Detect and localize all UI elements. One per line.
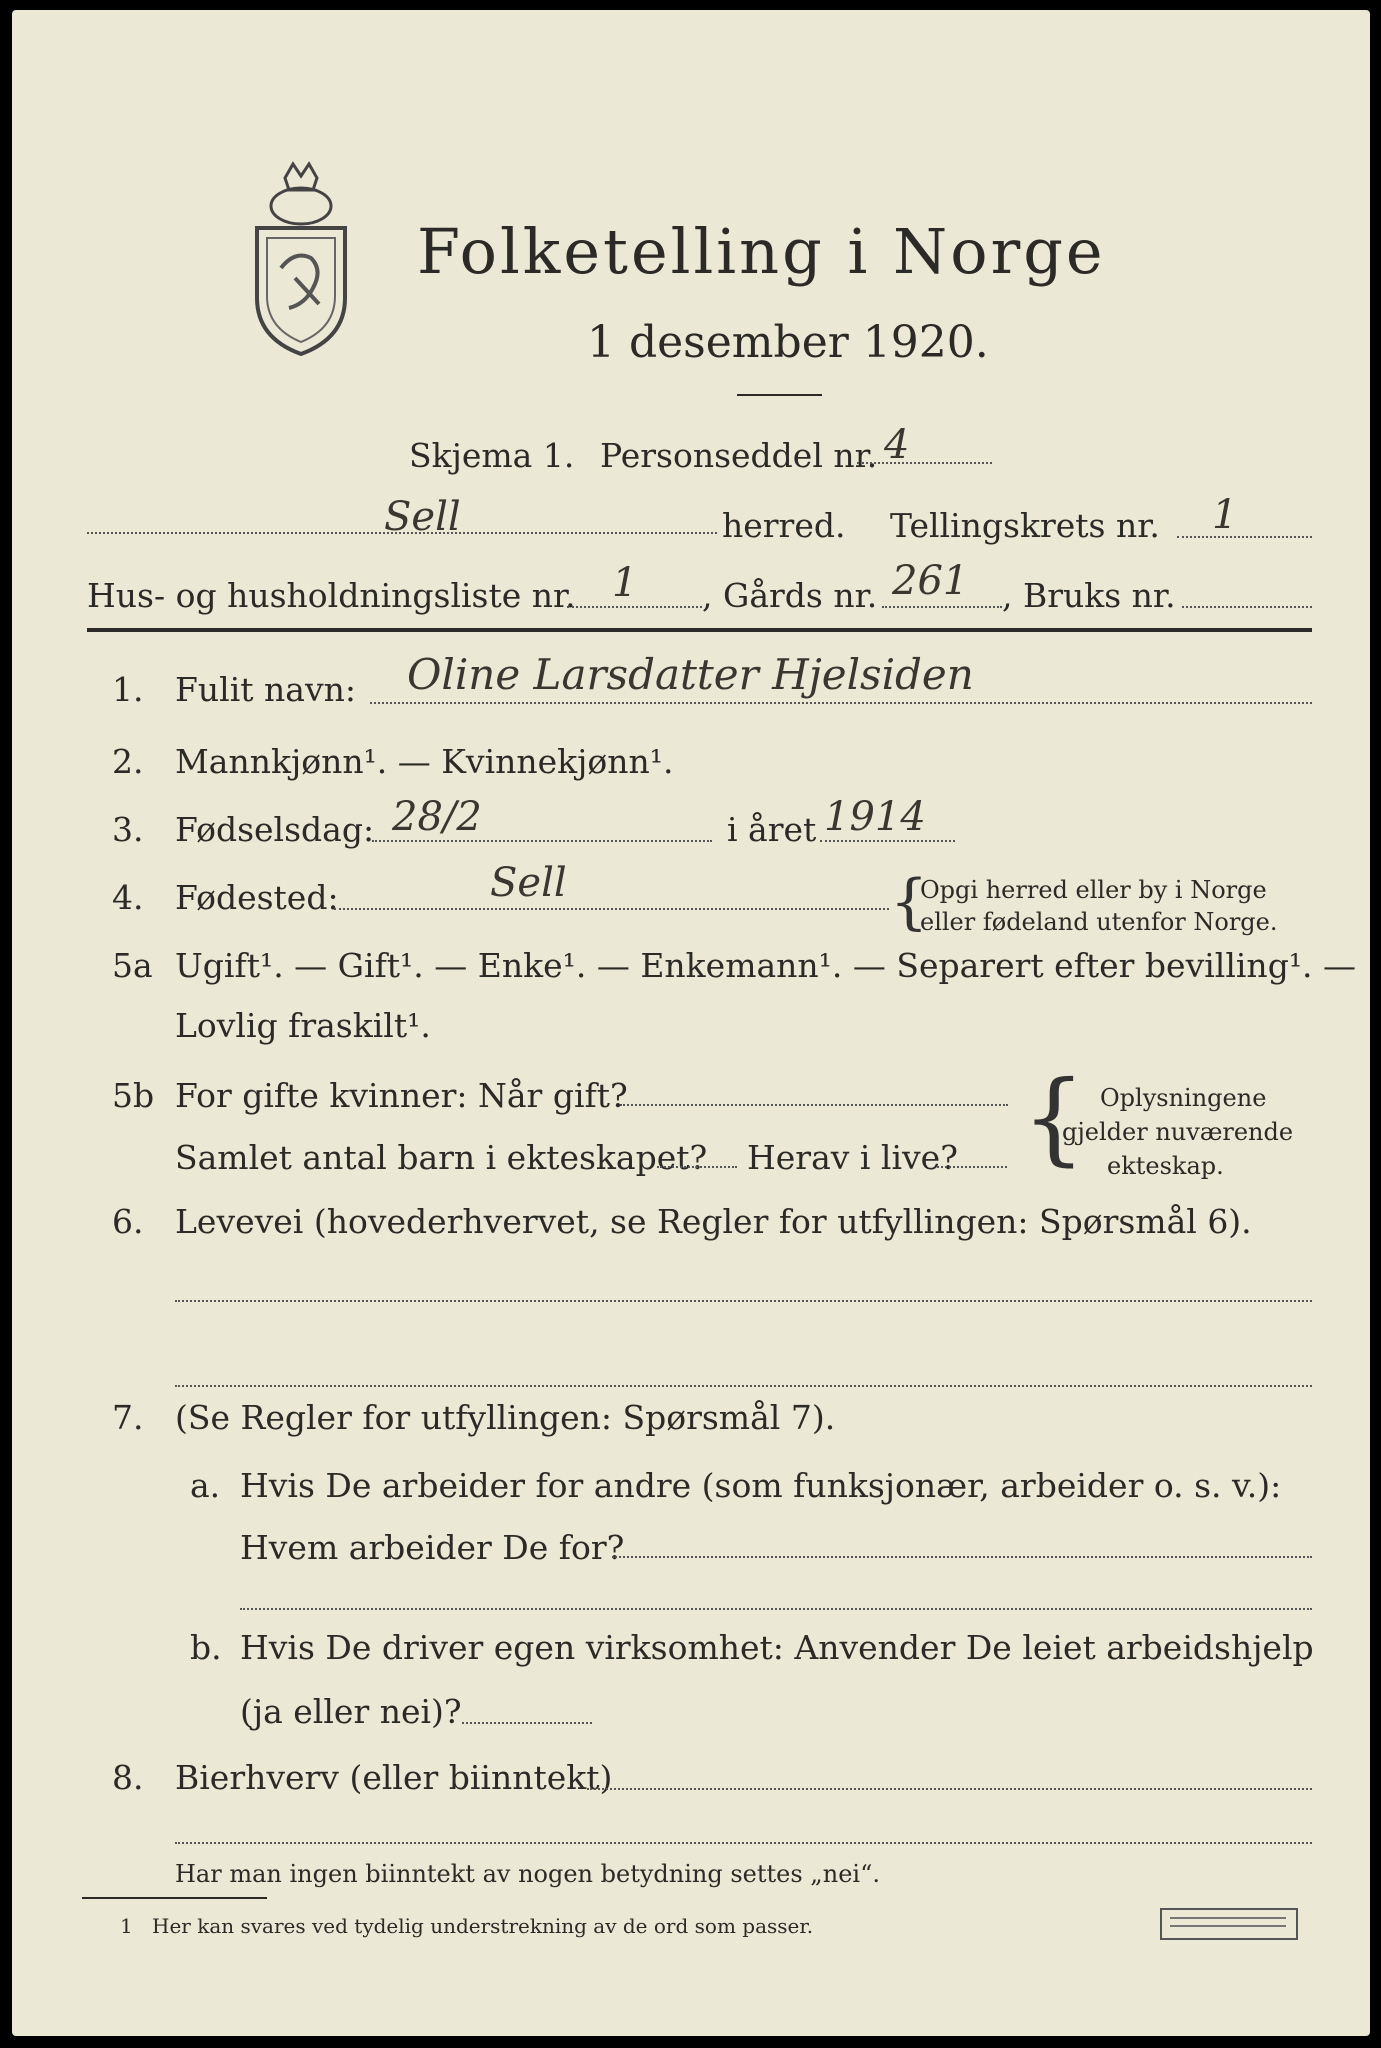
- page-title: Folketelling i Norge: [417, 215, 1106, 288]
- q5a-line-2: Lovlig fraskilt¹.: [175, 1006, 431, 1045]
- personseddel-value: 4: [884, 422, 910, 468]
- footnote-text: Her kan svares ved tydelig understrekning av de ord som passer.: [152, 1914, 814, 1938]
- q4-label: Fødested:: [175, 878, 339, 917]
- hus-value: 1: [612, 560, 638, 606]
- printer-stamp: [1160, 1908, 1298, 1940]
- q5a-line-1: Ugift¹. — Gift¹. — Enke¹. — Enkemann¹. — Separert efter bevilling¹. —: [175, 946, 1357, 985]
- q8-number: 8.: [112, 1758, 144, 1797]
- gards-value: 261: [892, 558, 969, 604]
- census-date: 1 desember 1920.: [587, 317, 989, 368]
- q2-number: 2.: [112, 742, 144, 781]
- q8-note: Har man ingen biinntekt av nogen betydning settes „nei“.: [175, 1860, 880, 1888]
- q5b-married-field: [620, 1104, 1008, 1106]
- q3-year-field: [820, 840, 955, 842]
- title-rule: [737, 394, 822, 396]
- herred-value: Sell: [384, 494, 461, 540]
- q1-value: Oline Larsdatter Hjelsiden: [407, 650, 974, 699]
- q7-number: 7.: [112, 1398, 144, 1437]
- q6-label: Levevei (hovederhvervet, se Regler for utfyllingen: Spørsmål 6).: [175, 1202, 1252, 1241]
- q1-number: 1.: [112, 670, 144, 709]
- tellingskrets-value: 1: [1212, 492, 1238, 538]
- q3-year: 1914: [824, 794, 926, 840]
- q5b-line-1: For gifte kvinner: Når gift?: [175, 1076, 628, 1115]
- q7a-field-2: [240, 1608, 1312, 1610]
- q4-note-2: eller fødeland utenfor Norge.: [920, 908, 1278, 936]
- footnote-mark: 1: [120, 1914, 133, 1938]
- q1-label: Fulit navn:: [175, 670, 356, 709]
- q6-field-2: [175, 1385, 1312, 1387]
- personseddel-label: Personseddel nr.: [600, 436, 878, 475]
- q5a-number: 5a: [112, 946, 153, 985]
- q2-label: Mannkjønn¹. — Kvinnekjønn¹.: [175, 742, 674, 781]
- q4-note-1: Opgi herred eller by i Norge: [920, 876, 1267, 904]
- coat-of-arms-icon: [245, 158, 355, 362]
- q6-number: 6.: [112, 1202, 144, 1241]
- q5b-brace: {: [1022, 1059, 1086, 1176]
- q6-field-1: [175, 1300, 1312, 1302]
- schema-label: Skjema 1.: [409, 436, 575, 475]
- hus-label: Hus- og husholdningsliste nr.: [87, 576, 576, 615]
- census-form: [12, 10, 1370, 2036]
- q4-value: Sell: [490, 860, 567, 906]
- q8-field-1: [587, 1788, 1312, 1790]
- q3-value: 28/2: [392, 794, 482, 840]
- q7a-field-1: [612, 1556, 1312, 1558]
- bruks-label: , Bruks nr.: [1002, 576, 1176, 615]
- q7b-line-2: (ja eller nei)?: [240, 1692, 462, 1731]
- hus-field: [567, 606, 702, 608]
- q4-number: 4.: [112, 878, 144, 917]
- herred-label: herred.: [722, 506, 846, 545]
- q3-label: Fødselsdag:: [175, 810, 375, 849]
- q4-field: [334, 908, 889, 910]
- q5b-line-2: Samlet antal barn i ekteskapet?: [175, 1138, 708, 1177]
- q8-field-2: [175, 1842, 1312, 1844]
- q5b-living-label: Herav i live?: [747, 1138, 958, 1177]
- q5b-note-3: ekteskap.: [1107, 1152, 1224, 1180]
- q3-number: 3.: [112, 810, 144, 849]
- q7-label: (Se Regler for utfyllingen: Spørsmål 7).: [175, 1398, 836, 1437]
- bruks-field: [1182, 606, 1312, 608]
- tellingskrets-label: Tellingskrets nr.: [890, 506, 1160, 545]
- header-rule: [87, 628, 1312, 632]
- q7a-line-2: Hvem arbeider De for?: [240, 1528, 625, 1567]
- q5b-note-2: gjelder nuværende: [1062, 1118, 1294, 1146]
- q5b-number: 5b: [112, 1076, 155, 1115]
- q7a-number: a.: [190, 1466, 221, 1505]
- gards-field: [882, 606, 1002, 608]
- q7a-line-1: Hvis De arbeider for andre (som funksjonær, arbeider o. s. v.):: [240, 1466, 1282, 1505]
- q4-brace: {: [890, 867, 929, 937]
- q3-year-label: i året: [727, 810, 817, 849]
- tellingskrets-field: [1177, 536, 1312, 538]
- q1-field: [370, 702, 1312, 704]
- gards-label: , Gårds nr.: [702, 576, 878, 615]
- q7b-number: b.: [190, 1628, 222, 1667]
- q8-label: Bierhverv (eller biinntekt): [175, 1758, 613, 1797]
- q5b-children-field: [657, 1166, 737, 1168]
- q3-day-field: [372, 840, 712, 842]
- q5b-note-1: Oplysningene: [1100, 1084, 1267, 1112]
- personseddel-field: [857, 462, 992, 464]
- q5b-living-field: [937, 1166, 1007, 1168]
- q7b-field: [462, 1722, 592, 1724]
- footnote-rule: [82, 1897, 267, 1899]
- q7b-line-1: Hvis De driver egen virksomhet: Anvender De leiet arbeidshjelp: [240, 1628, 1314, 1667]
